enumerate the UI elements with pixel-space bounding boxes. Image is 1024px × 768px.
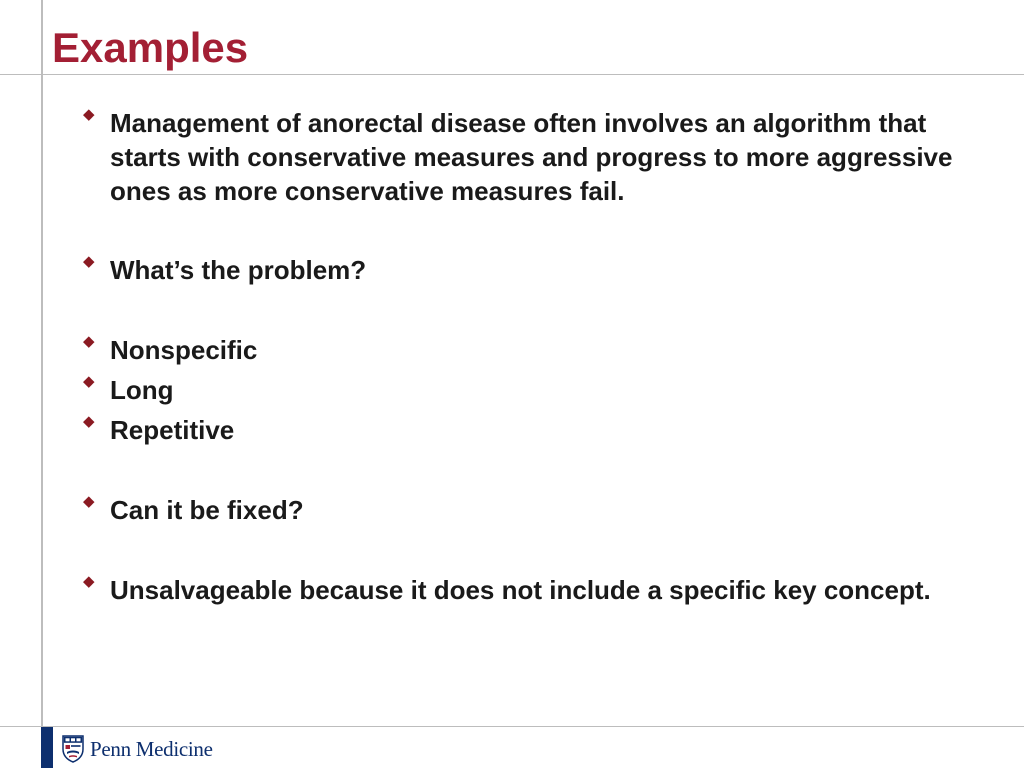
diamond-bullet-icon: ◆ bbox=[83, 493, 95, 510]
diamond-bullet-icon: ◆ bbox=[83, 333, 95, 350]
bullet-item bbox=[82, 493, 962, 527]
footer-accent-bar bbox=[41, 727, 53, 768]
bullet-text: Long bbox=[110, 375, 174, 405]
bullet-item bbox=[82, 573, 962, 607]
bullet-item bbox=[82, 413, 962, 447]
footer-divider-line bbox=[0, 726, 1024, 727]
diamond-bullet-icon: ◆ bbox=[83, 573, 95, 590]
logo-text: Penn Medicine bbox=[90, 737, 213, 761]
penn-shield-icon bbox=[62, 735, 84, 763]
bullet-text: Nonspecific bbox=[110, 335, 258, 365]
bullet-item bbox=[82, 106, 962, 208]
bullet-item bbox=[82, 253, 962, 287]
slide-title: Examples bbox=[52, 24, 249, 71]
penn-medicine-logo bbox=[62, 735, 213, 763]
diamond-bullet-icon: ◆ bbox=[83, 413, 95, 430]
bullet-text: What’s the problem? bbox=[110, 255, 367, 285]
bullet-text: Management of anorectal disease often involves an algorithm that starts with conservative measures and progress to more aggressive ones as more conservative measures fail. bbox=[110, 108, 953, 206]
bullet-item bbox=[82, 333, 962, 367]
left-divider-line bbox=[41, 0, 43, 768]
bullet-item bbox=[82, 373, 962, 407]
diamond-bullet-icon: ◆ bbox=[83, 373, 95, 390]
diamond-bullet-icon: ◆ bbox=[83, 253, 95, 270]
bullet-text: Repetitive bbox=[110, 415, 235, 445]
bullet-text: Unsalvageable because it does not include a specific key concept. bbox=[110, 575, 931, 605]
bullet-text: Can it be fixed? bbox=[110, 495, 304, 525]
diamond-bullet-icon: ◆ bbox=[83, 106, 95, 123]
